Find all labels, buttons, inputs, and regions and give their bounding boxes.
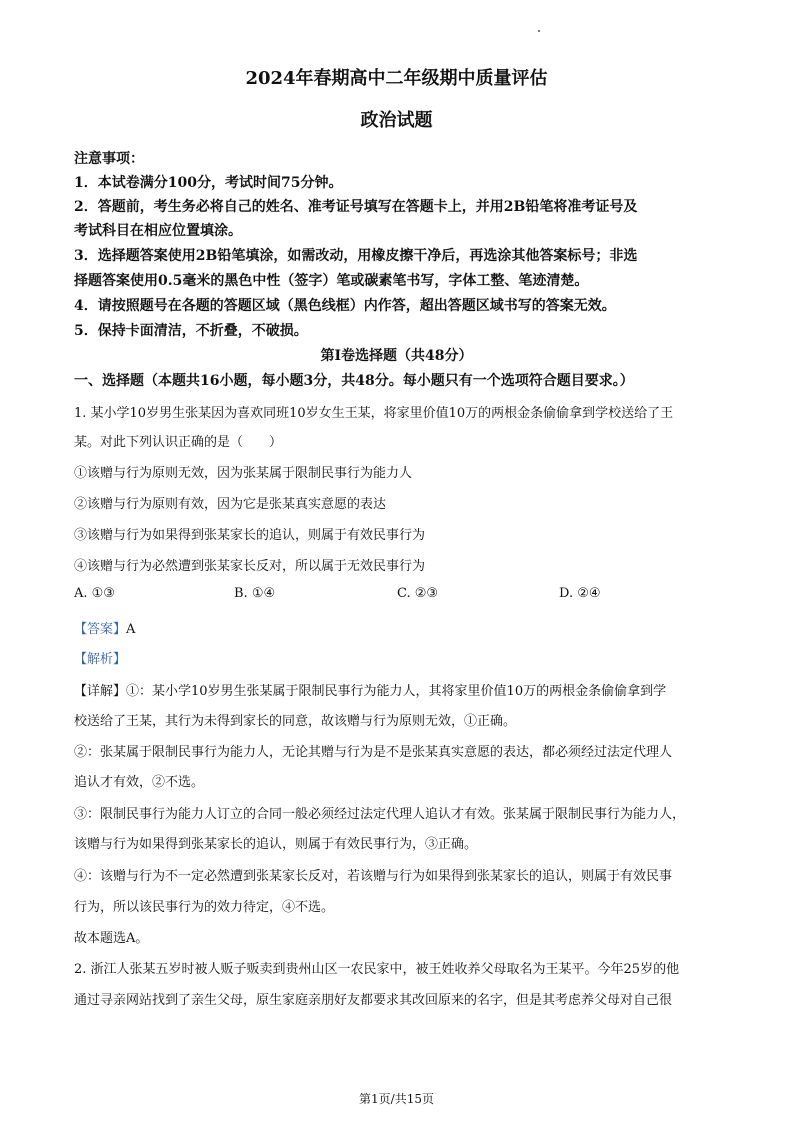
q2-stem-line: 通过寻亲网站找到了亲生父母，原生家庭亲朋好友都要求其改回原来的名字，但是其考虑养父母对自己很	[74, 993, 673, 1008]
notice-line: 3．选择题答案使用2B铅笔填涂，如需改动，用橡皮擦干净后，再选涂其他答案标号；非选	[74, 248, 638, 264]
q1-statement: ④该赠与行为必然遭到张某家长反对，所以属于无效民事行为	[74, 559, 426, 574]
q1-detail-line	[74, 680, 666, 699]
notice-line: 5．保持卡面清洁，不折叠，不破损。	[74, 323, 308, 339]
exam-title: 2024年春期高中二年级期中质量评估	[245, 68, 548, 89]
q1-conclusion: 故本题选A。	[74, 931, 149, 946]
notice-heading: 注意事项：	[74, 151, 144, 167]
answer-label: 【答案】	[74, 622, 127, 637]
q1-statement: ③该赠与行为如果得到张某家长的追认，则属于有效民事行为	[74, 528, 426, 543]
scan-speck	[538, 30, 540, 32]
q1-detail-line: 该赠与行为如果得到张某家长的追认，则属于有效民事行为，③正确。	[74, 837, 478, 852]
q1-stem-line: 1. 某小学10岁男生张某因为喜欢同班10岁女生王某，将家里价值10万的两根金条偷偷拿到学校送给了王	[74, 406, 674, 421]
q1-option-a: A. ①③	[74, 586, 115, 601]
q1-detail-line: ③：限制民事行为能力人订立的合同一般必须经过法定代理人追认才有效。张某属于限制民事行为能力人，	[74, 807, 686, 822]
notice-line: 2．答题前，考生务必将自己的姓名、准考证号填写在答题卡上，并用2B铅笔将准考证号及	[74, 199, 638, 215]
detail-label: 【详解】	[74, 684, 127, 699]
notice-line: 考试科目在相应位置填涂。	[74, 223, 242, 239]
section-instruction: 一、选择题（本题共16小题，每小题3分，共48分。每小题只有一个选项符合题目要求。）	[74, 373, 634, 389]
detail-text: ①：某小学10岁男生张某属于限制民事行为能力人，其将家里价值10万的两根金条偷偷拿到学	[126, 684, 667, 699]
q2-stem-line: 2. 浙江人张某五岁时被人贩子贩卖到贵州山区一农民家中，被王姓收养父母取名为王某平。今年25岁的他	[74, 962, 680, 977]
notice-line: 择题答案使用0.5毫米的黑色中性（签字）笔或碳素笔书写，字体工整、笔迹清楚。	[74, 273, 589, 289]
q1-option-d: D. ②④	[559, 586, 601, 601]
q1-statement: ②该赠与行为原则有效，因为它是张某真实意愿的表达	[74, 497, 387, 512]
q1-detail-line: 行为，所以该民事行为的效力待定，④不选。	[74, 900, 335, 915]
q1-detail-line: 追认才有效，②不选。	[74, 775, 205, 790]
q1-detail-line: 校送给了王某，其行为未得到家长的同意，故该赠与行为原则无效，①正确。	[74, 714, 517, 729]
q1-option-b: B. ①④	[234, 586, 276, 601]
exam-subject: 政治试题	[360, 110, 433, 131]
notice-line: 4．请按照题号在各题的答题区域（黑色线框）内作答，超出答题区域书写的答案无效。	[74, 298, 616, 314]
section-title: 第I卷选择题（共48分）	[320, 348, 473, 364]
q1-stem-line: 某。对此下列认识正确的是（ ）	[74, 435, 283, 450]
q1-detail-line: ④：该赠与行为不一定必然遭到张某家长反对，若该赠与行为如果得到张某家长的追认，则属于有效民事	[74, 869, 673, 884]
q1-detail-line: ②：张某属于限制民事行为能力人，无论其赠与行为是不是张某真实意愿的表达，都必须经过法定代理人	[74, 745, 673, 760]
q1-option-c: C. ②③	[397, 586, 439, 601]
page-number: 第1页/共15页	[359, 1092, 434, 1106]
answer-value: A	[126, 622, 136, 637]
q1-statement: ①该赠与行为原则无效，因为张某属于限制民事行为能力人	[74, 466, 413, 481]
q1-answer	[74, 618, 135, 637]
analysis-label: 【解析】	[74, 652, 127, 667]
notice-line: 1．本试卷满分100分，考试时间75分钟。	[74, 175, 343, 191]
